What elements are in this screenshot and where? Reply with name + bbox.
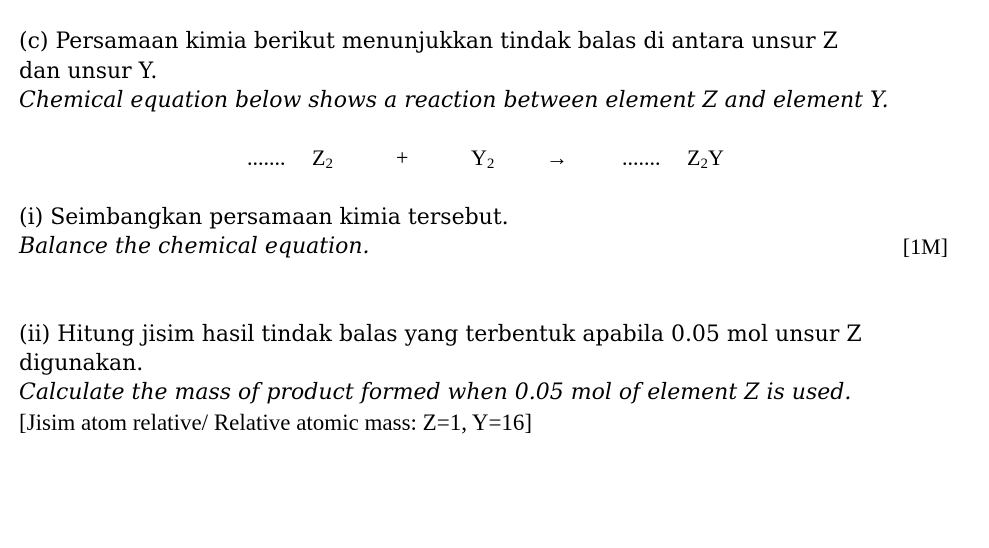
product-symbol-z: Z: [687, 145, 701, 170]
reactant1-subscript: 2: [325, 156, 333, 172]
equation-plus-sign: +: [396, 145, 409, 170]
part-i-malay: (i) Seimbangkan persamaan kimia tersebut.: [19, 205, 509, 230]
equation-arrow-icon: →: [546, 145, 568, 170]
part-i-marks: [1M]: [902, 234, 948, 259]
product-symbol-y: Y: [707, 145, 724, 170]
product-subscript: 2: [700, 156, 708, 172]
equation-reactant-z2: [312, 143, 333, 179]
part-c-malay-line2: dan unsur Y.: [19, 59, 158, 84]
part-c-malay-line1: (c) Persamaan kimia berikut menunjukkan tindak balas di antara unsur Z: [19, 29, 838, 54]
part-c-english: Chemical equation below shows a reaction between element Z and element Y.: [19, 88, 889, 113]
part-ii-relative-mass: [Jisim atom relative/ Relative atomic mass: Z=1, Y=16]: [19, 410, 533, 435]
equation-product-z2y: [687, 143, 724, 179]
reactant1-symbol: Z: [312, 145, 326, 170]
equation-blank-1: .......: [247, 145, 286, 170]
reactant2-symbol: Y: [471, 145, 487, 170]
equation-reactant-y2: [471, 143, 494, 179]
part-i-english: Balance the chemical equation.: [19, 234, 370, 259]
part-ii-malay-line2: digunakan.: [19, 351, 144, 376]
reactant2-subscript: 2: [486, 156, 495, 172]
part-ii-english: Calculate the mass of product formed when 0.05 mol of element Z is used.: [19, 380, 852, 405]
part-ii-malay-line1: (ii) Hitung jisim hasil tindak balas yang terbentuk apabila 0.05 mol unsur Z: [19, 322, 862, 347]
equation-blank-2: .......: [622, 145, 661, 170]
